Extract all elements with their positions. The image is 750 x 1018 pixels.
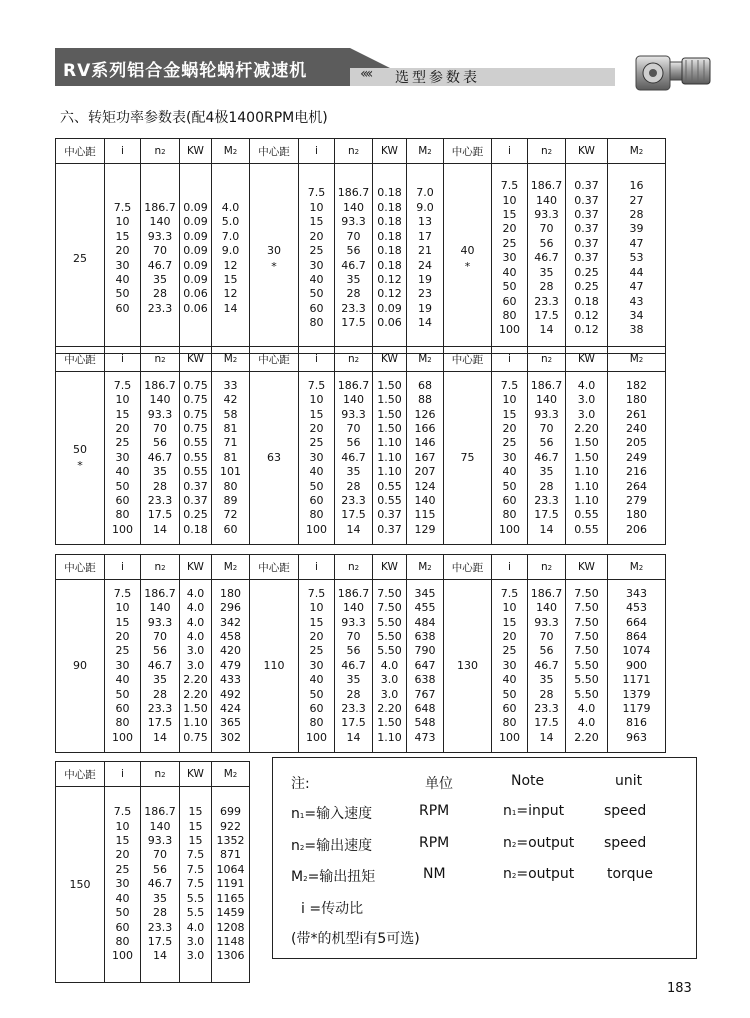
center-distance-header: 中心距 <box>444 555 492 580</box>
gear-motor-image <box>632 46 714 94</box>
ratio-header: i <box>492 555 528 580</box>
ratio-column: 7.5 10 15 20 25 30 40 50 60 80 100 <box>105 580 141 753</box>
ratio-header: i <box>299 347 335 372</box>
torque-header: M2 <box>212 762 250 787</box>
output-speed-column: 186.7 140 93.3 70 56 46.7 35 28 23.3 17.5 14 <box>528 372 566 545</box>
notes-unit-cn: 单位 <box>425 776 453 792</box>
ratio-header: i <box>492 139 528 164</box>
output-speed-column: 186.7 140 93.3 70 56 46.7 35 28 23.3 17.5 14 <box>528 580 566 753</box>
torque-header: M2 <box>212 139 250 164</box>
torque-column: 33 42 58 81 71 81 101 80 89 72 60 <box>212 372 250 545</box>
center-distance-cell: 40 * <box>444 164 492 354</box>
output-speed-column: 186.7 140 93.3 70 56 46.7 35 28 23.3 17.5 <box>335 164 373 354</box>
power-header: KW <box>373 139 407 164</box>
ratio-column: 7.5 10 15 20 25 30 40 50 60 80 100 <box>105 787 141 983</box>
ratio-column: 7.5 10 15 20 25 30 40 50 60 80 <box>299 164 335 354</box>
ratio-column: 7.5 10 15 20 30 40 50 60 <box>105 164 141 354</box>
note-english: n2=output <box>503 835 575 851</box>
ratio-column: 7.5 10 15 20 25 30 40 50 60 80 100 <box>492 164 528 354</box>
center-distance-header: 中心距 <box>250 347 299 372</box>
output-speed-header: n2 <box>335 555 373 580</box>
power-header: KW <box>566 139 608 164</box>
torque-header: M2 <box>407 139 444 164</box>
output-speed-column: 186.7 140 93.3 70 46.7 35 28 23.3 <box>141 164 180 354</box>
torque-column: 699 922 1352 871 1064 1191 1165 1459 1208 1148 1306 <box>212 787 250 983</box>
parameter-table <box>55 346 666 545</box>
power-column: 0.37 0.37 0.37 0.37 0.37 0.37 0.25 0.25 0.18 0.12 0.12 <box>566 164 608 354</box>
center-distance-header: 中心距 <box>56 139 105 164</box>
header-band <box>55 48 615 86</box>
power-header: KW <box>566 555 608 580</box>
output-speed-column: 186.7 140 93.3 70 56 46.7 35 28 23.3 17.5 14 <box>335 580 373 753</box>
output-speed-header: n2 <box>335 347 373 372</box>
center-distance-header: 中心距 <box>56 347 105 372</box>
note-optional-models: (带*的机型i有5可选) <box>291 931 420 947</box>
power-header: KW <box>180 139 212 164</box>
output-speed-header: n2 <box>141 555 180 580</box>
center-distance-header: 中心距 <box>250 555 299 580</box>
power-column: 4.0 4.0 4.0 4.0 3.0 3.0 2.20 2.20 1.50 1.10 0.75 <box>180 580 212 753</box>
note-unit: RPM <box>419 835 450 851</box>
torque-column: 16 27 28 39 47 53 44 47 43 34 38 <box>608 164 666 354</box>
table-body-row <box>56 580 666 753</box>
table-header-row <box>56 555 666 580</box>
torque-header: M2 <box>608 139 666 164</box>
note-english-word: speed <box>604 835 647 851</box>
torque-column: 182 180 261 240 205 249 216 264 279 180 206 <box>608 372 666 545</box>
output-speed-column: 186.7 140 93.3 70 56 46.7 35 28 23.3 17.5 14 <box>141 787 180 983</box>
torque-header: M2 <box>212 347 250 372</box>
table-body-row <box>56 787 250 983</box>
center-distance-cell: 63 <box>250 372 299 545</box>
ratio-column: 7.5 10 15 20 25 30 40 50 60 80 100 <box>492 372 528 545</box>
torque-header: M2 <box>407 555 444 580</box>
center-distance-header: 中心距 <box>444 347 492 372</box>
ratio-header: i <box>105 347 141 372</box>
section-title: 六、转矩功率参数表(配4极1400RPM电机) <box>60 110 328 126</box>
power-column: 0.09 0.09 0.09 0.09 0.09 0.09 0.06 0.06 <box>180 164 212 354</box>
torque-header: M2 <box>407 347 444 372</box>
notes-label: 注: <box>291 776 310 792</box>
center-distance-header: 中心距 <box>56 762 105 787</box>
output-speed-header: n2 <box>141 762 180 787</box>
notes-box <box>272 757 697 959</box>
power-column: 0.75 0.75 0.75 0.75 0.55 0.55 0.55 0.37 0.37 0.25 0.18 <box>180 372 212 545</box>
page-subtitle: 选型参数表 <box>395 70 480 86</box>
ratio-header: i <box>105 555 141 580</box>
center-distance-header: 中心距 <box>250 139 299 164</box>
torque-header: M2 <box>608 347 666 372</box>
torque-column: 345 455 484 638 790 647 638 767 648 548 473 <box>407 580 444 753</box>
note-symbol: M2=输出扭矩 <box>291 869 376 885</box>
torque-column: 180 296 342 458 420 479 433 492 424 365 302 <box>212 580 250 753</box>
output-speed-header: n2 <box>528 555 566 580</box>
table-body-row <box>56 372 666 545</box>
power-header: KW <box>373 555 407 580</box>
note-ratio-definition: i =传动比 <box>301 901 364 917</box>
ratio-column: 7.5 10 15 20 25 30 40 50 60 80 100 <box>492 580 528 753</box>
output-speed-column: 186.7 140 93.3 70 56 46.7 35 28 23.3 17.5 14 <box>141 580 180 753</box>
notes-unit-en: unit <box>615 773 643 789</box>
table-header-row <box>56 347 666 372</box>
ratio-header: i <box>492 347 528 372</box>
note-english-word: torque <box>607 866 653 882</box>
page-number: 183 <box>667 981 692 996</box>
center-distance-cell: 50 * <box>56 372 105 545</box>
output-speed-header: n2 <box>335 139 373 164</box>
table-header-row <box>56 762 250 787</box>
torque-column: 68 88 126 166 146 167 207 124 140 115 129 <box>407 372 444 545</box>
note-symbol: n2=输出速度 <box>291 838 373 854</box>
power-header: KW <box>180 347 212 372</box>
torque-column: 343 453 664 864 1074 900 1171 1379 1179 816 963 <box>608 580 666 753</box>
power-header: KW <box>180 762 212 787</box>
parameter-table <box>55 761 250 983</box>
chevron-left-icon: ‹‹‹‹ <box>360 66 371 82</box>
ratio-column: 7.5 10 15 20 25 30 40 50 60 80 100 <box>105 372 141 545</box>
ratio-header: i <box>105 139 141 164</box>
power-header: KW <box>180 555 212 580</box>
power-header: KW <box>566 347 608 372</box>
center-distance-header: 中心距 <box>444 139 492 164</box>
center-distance-cell: 110 <box>250 580 299 753</box>
power-column: 4.0 3.0 3.0 2.20 1.50 1.50 1.10 1.10 1.10 0.55 0.55 <box>566 372 608 545</box>
table-body-row <box>56 164 666 354</box>
torque-header: M2 <box>212 555 250 580</box>
note-english-word: speed <box>604 803 647 819</box>
note-unit: RPM <box>419 803 450 819</box>
note-english: n1=input <box>503 803 565 819</box>
center-distance-cell: 150 <box>56 787 105 983</box>
ratio-header: i <box>105 762 141 787</box>
center-distance-cell: 25 <box>56 164 105 354</box>
ratio-header: i <box>299 555 335 580</box>
power-column: 0.18 0.18 0.18 0.18 0.18 0.18 0.12 0.12 0.09 0.06 <box>373 164 407 354</box>
output-speed-header: n2 <box>528 139 566 164</box>
header-slant <box>350 48 390 68</box>
output-speed-header: n2 <box>141 139 180 164</box>
center-distance-header: 中心距 <box>56 555 105 580</box>
power-column: 7.50 7.50 5.50 5.50 5.50 4.0 3.0 3.0 2.20 1.50 1.10 <box>373 580 407 753</box>
table-header-row <box>56 139 666 164</box>
power-header: KW <box>373 347 407 372</box>
center-distance-cell: 30 * <box>250 164 299 354</box>
parameter-table <box>55 138 666 354</box>
torque-column: 7.0 9.0 13 17 21 24 19 23 19 14 <box>407 164 444 354</box>
output-speed-header: n2 <box>141 347 180 372</box>
parameter-table <box>55 554 666 753</box>
output-speed-column: 186.7 140 93.3 70 56 46.7 35 28 23.3 17.5 14 <box>335 372 373 545</box>
note-symbol: n1=输入速度 <box>291 806 373 822</box>
ratio-column: 7.5 10 15 20 25 30 40 50 60 80 100 <box>299 580 335 753</box>
output-speed-column: 186.7 140 93.3 70 56 46.7 35 28 23.3 17.5 14 <box>141 372 180 545</box>
notes-note-en: Note <box>511 773 545 789</box>
ratio-header: i <box>299 139 335 164</box>
power-column: 15 15 15 7.5 7.5 7.5 5.5 5.5 4.0 3.0 3.0 <box>180 787 212 983</box>
power-column: 1.50 1.50 1.50 1.50 1.10 1.10 1.10 0.55 0.55 0.37 0.37 <box>373 372 407 545</box>
ratio-column: 7.5 10 15 20 25 30 40 50 60 80 100 <box>299 372 335 545</box>
output-speed-column: 186.7 140 93.3 70 56 46.7 35 28 23.3 17.5 14 <box>528 164 566 354</box>
note-english: n2=output <box>503 866 575 882</box>
center-distance-cell: 75 <box>444 372 492 545</box>
torque-header: M2 <box>608 555 666 580</box>
page-title: RV系列铝合金蜗轮蜗杆减速机 <box>63 61 308 81</box>
center-distance-cell: 90 <box>56 580 105 753</box>
center-distance-cell: 130 <box>444 580 492 753</box>
header-light-strip <box>350 68 615 86</box>
torque-column: 4.0 5.0 7.0 9.0 12 15 12 14 <box>212 164 250 354</box>
note-unit: NM <box>423 866 446 882</box>
power-column: 7.50 7.50 7.50 7.50 7.50 5.50 5.50 5.50 4.0 4.0 2.20 <box>566 580 608 753</box>
output-speed-header: n2 <box>528 347 566 372</box>
